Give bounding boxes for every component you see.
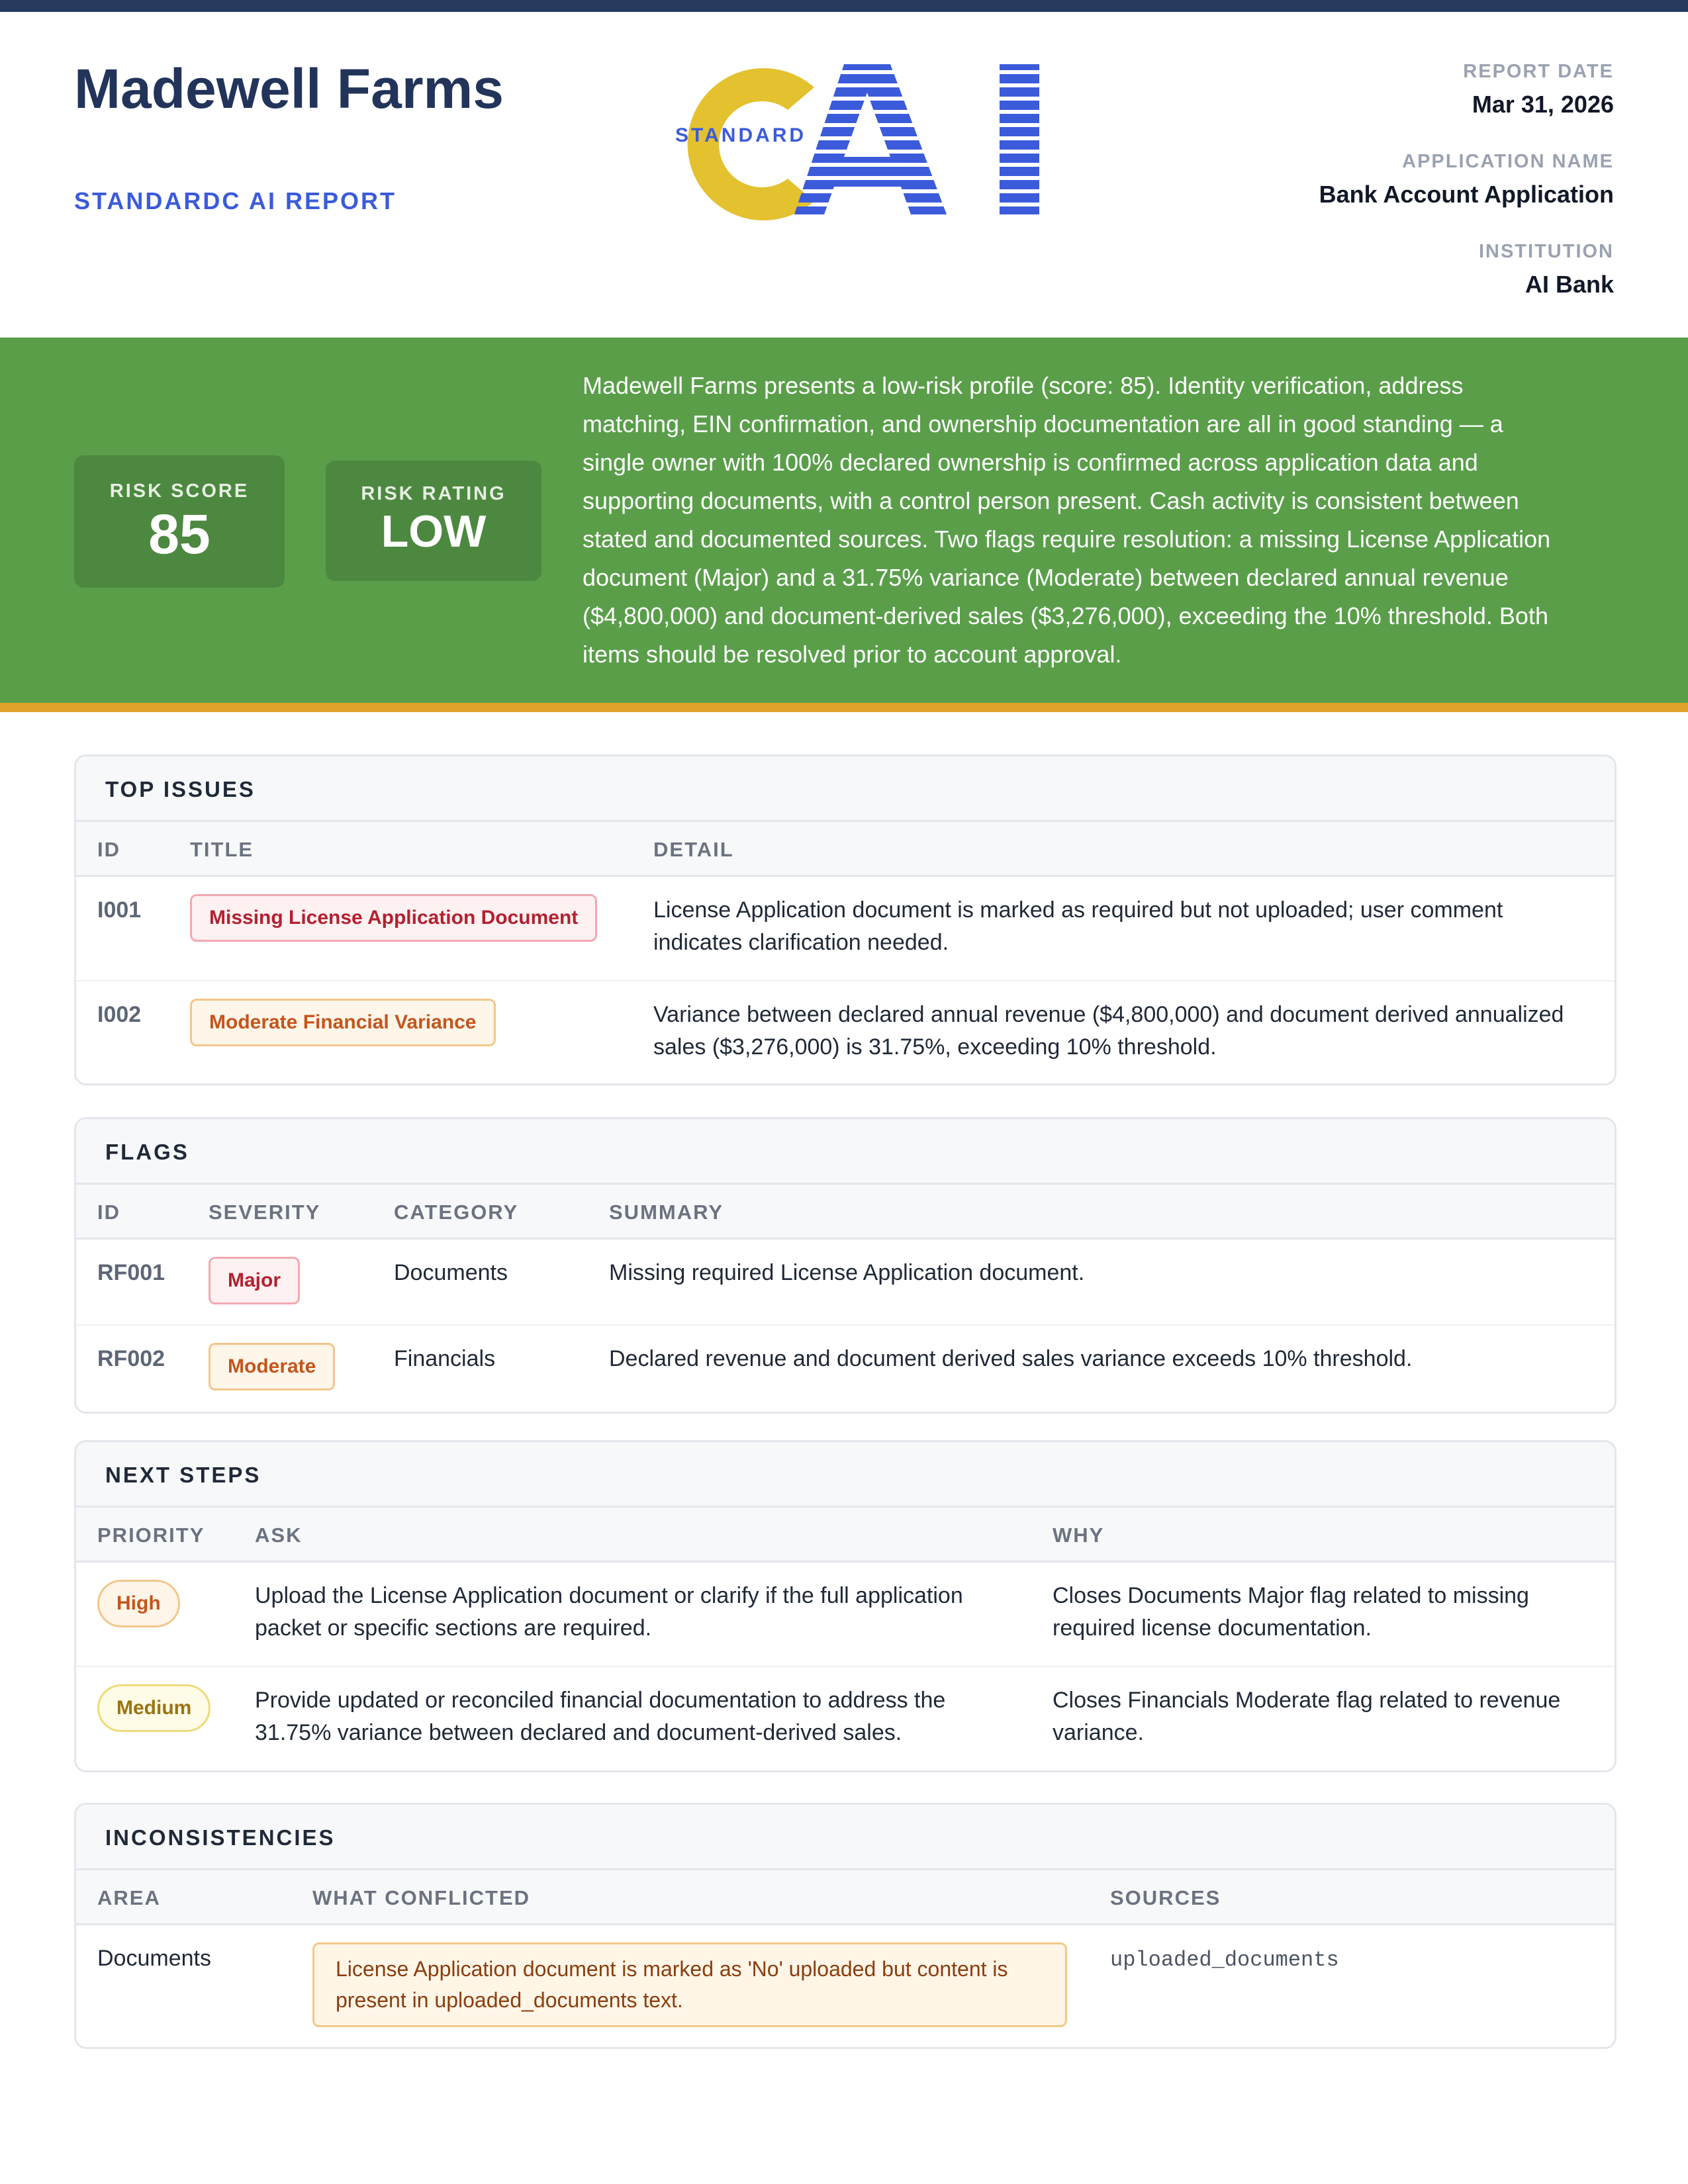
column-header: DETAIL: [653, 838, 734, 861]
report-header: [0, 12, 1688, 338]
application-name-label: APPLICATION NAME: [1402, 151, 1614, 172]
institution-label: INSTITUTION: [1478, 241, 1614, 262]
column-header: ID: [97, 1201, 120, 1224]
standard-cai-logo: [675, 61, 1046, 226]
report-subtitle: STANDARDC AI REPORT: [74, 187, 397, 214]
logo-a-letter: [794, 64, 947, 214]
risk-summary-band: [0, 338, 1688, 703]
table-row: [76, 1925, 1615, 2044]
institution-value: AI Bank: [1524, 271, 1614, 298]
inconsistency-area: Documents: [97, 1946, 211, 1971]
column-header: ID: [97, 838, 120, 861]
conflict-callout: License Application document is marked as 'No' uploaded but content is present in uploaded_documents text.: [312, 1942, 1067, 2027]
flag-summary: Missing required License Application document.: [609, 1260, 1085, 1285]
column-header: SEVERITY: [209, 1201, 321, 1224]
column-header: TITLE: [190, 838, 254, 861]
source-code-label: uploaded_documents: [1110, 1948, 1339, 1972]
column-header: SOURCES: [1110, 1886, 1221, 1909]
report-meta: [1150, 58, 1614, 328]
issue-title-tag: Moderate Financial Variance: [190, 999, 496, 1046]
severity-badge: Major: [209, 1257, 300, 1304]
table-row: [76, 877, 1615, 981]
next-steps-title: NEXT STEPS: [76, 1442, 1615, 1508]
next-steps-header-row: [76, 1508, 1615, 1563]
risk-rating-value: LOW: [381, 506, 487, 557]
issue-detail: Variance between declared annual revenue ($4,800,000) and document derived annualized sales ($3,276,000) is 31.75%, exceeding 10% threshold.: [653, 1002, 1564, 1060]
flag-summary: Declared revenue and document derived sales variance exceeds 10% threshold.: [609, 1346, 1413, 1371]
risk-score-value: 85: [148, 503, 211, 565]
priority-badge: High: [97, 1580, 180, 1627]
table-row: [76, 1667, 1615, 1770]
step-ask: Provide updated or reconciled financial documentation to address the 31.75% variance between declared and document-derived sales.: [255, 1688, 946, 1745]
application-name-value: Bank Account Application: [1319, 181, 1614, 208]
table-row: [76, 1326, 1615, 1410]
flag-id: RF001: [97, 1260, 165, 1285]
report-date-label: REPORT DATE: [1463, 61, 1614, 82]
top-accent-bar: [0, 0, 1688, 12]
column-header: AREA: [97, 1886, 161, 1909]
inconsistencies-title: INCONSISTENCIES: [76, 1805, 1615, 1870]
issue-id: I001: [97, 897, 142, 923]
table-row: [76, 1240, 1615, 1326]
column-header: PRIORITY: [97, 1524, 205, 1547]
column-header: ASK: [255, 1524, 303, 1547]
logo-i-letter: [1000, 64, 1039, 214]
flags-card: [74, 1117, 1617, 1414]
flag-category: Documents: [394, 1260, 508, 1285]
inconsistencies-header-row: [76, 1870, 1615, 1925]
report-date-value: Mar 31, 2026: [1472, 91, 1614, 118]
top-issues-title: TOP ISSUES: [76, 756, 1615, 822]
flags-title: FLAGS: [76, 1119, 1615, 1185]
table-row: [76, 981, 1615, 1085]
risk-rating-label: RISK RATING: [361, 483, 506, 504]
next-steps-card: [74, 1440, 1617, 1772]
risk-rating-card: [326, 461, 541, 581]
step-why: Closes Financials Moderate flag related to revenue variance.: [1053, 1688, 1561, 1745]
company-name: Madewell Farms: [74, 58, 504, 120]
band-accent-line: [0, 703, 1688, 712]
top-issues-card: [74, 754, 1617, 1085]
risk-score-card: [74, 455, 285, 588]
flags-header-row: [76, 1185, 1615, 1240]
issue-detail: License Application document is marked as required but not uploaded; user comment indicates clarification needed.: [653, 897, 1503, 955]
logo-wordmark: STANDARD: [675, 124, 807, 146]
table-row: [76, 1563, 1615, 1667]
flag-id: RF002: [97, 1346, 165, 1371]
step-why: Closes Documents Major flag related to missing required license documentation.: [1053, 1583, 1529, 1641]
inconsistencies-card: [74, 1803, 1617, 2049]
column-header: WHAT CONFLICTED: [312, 1886, 531, 1909]
risk-summary-text: Madewell Farms presents a low-risk profile (score: 85). Identity verification, address matching, EIN confirmation, and ownership documentation are all in good standing — a single owner with 100% declared ownership is confirmed across application data and supporting documents, with a control person present. Cash activity is consistent between stated and documented sources. Two flags require resolution: a missing License Application document (Major) and a 31.75% variance (Moderate) between declared annual revenue ($4,800,000) and document-derived sales ($3,276,000), exceeding the 10% threshold. Both items should be resolved prior to account approval.: [583, 372, 1551, 668]
column-header: SUMMARY: [609, 1201, 724, 1224]
column-header: CATEGORY: [394, 1201, 519, 1224]
column-header: WHY: [1053, 1524, 1105, 1547]
flag-category: Financials: [394, 1346, 496, 1371]
risk-score-label: RISK SCORE: [109, 480, 250, 502]
severity-badge: Moderate: [209, 1343, 335, 1390]
top-issues-header-row: [76, 822, 1615, 877]
priority-badge: Medium: [97, 1684, 211, 1732]
issue-title-tag: Missing License Application Document: [190, 894, 597, 942]
issue-id: I002: [97, 1002, 142, 1027]
step-ask: Upload the License Application document or clarify if the full application packet or specific sections are required.: [255, 1583, 963, 1641]
